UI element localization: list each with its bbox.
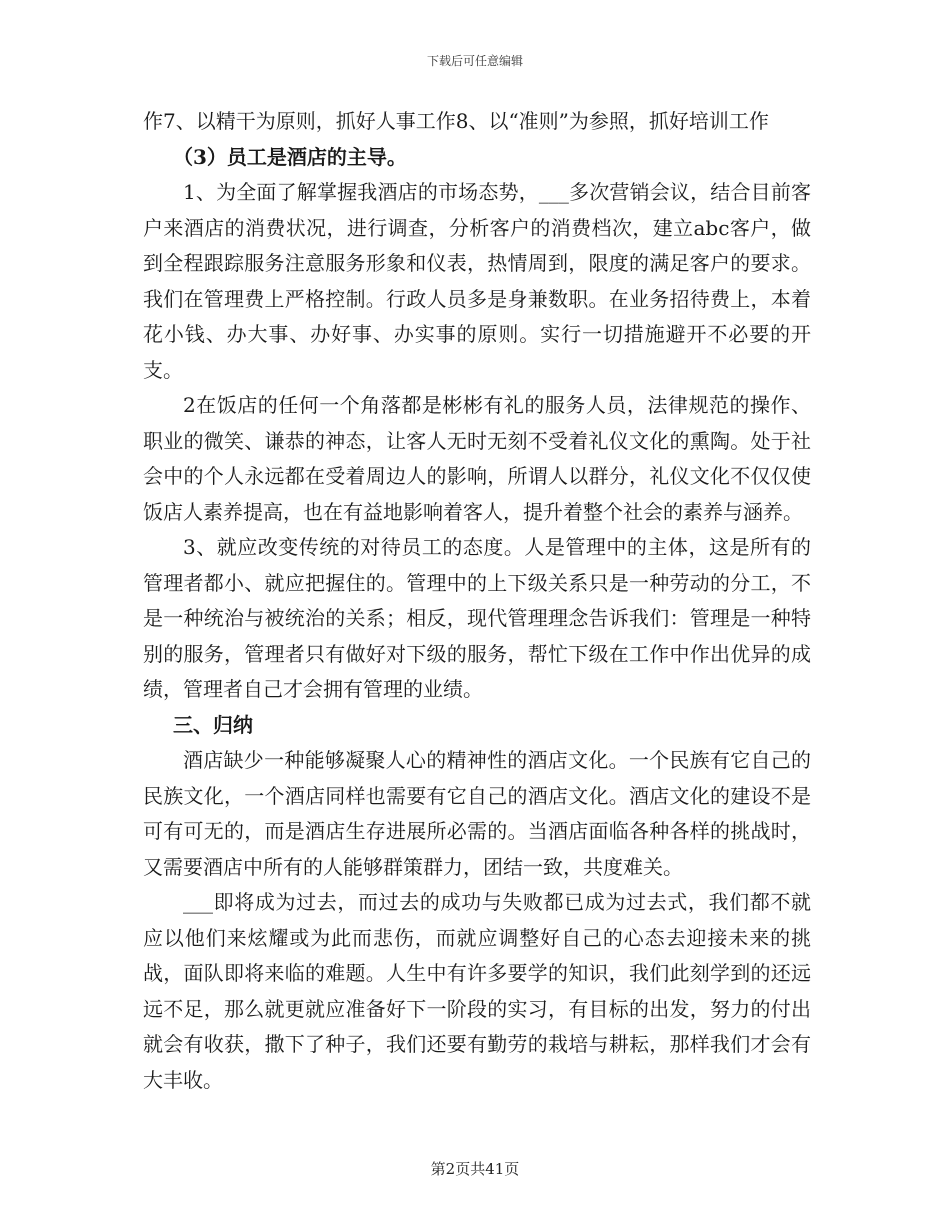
paragraph-hotel-culture: 酒店缺少一种能够凝聚人心的精神性的酒店文化。一个民族有它自己的民族文化，一个酒店同样也需要有它自己的酒店文化。酒店文化的建设不是可有可无的，而是酒店生存进展所必需的。当酒店面临各种各样的挑战时，又需要酒店中所有的人能够群策群力，团结一致，共度难关。 [143,748,811,879]
page-number: 第2页共41页 [430,1160,520,1178]
section-heading-staff: （3）员工是酒店的主导。 [173,144,407,169]
paragraph-future-outlook: ___即将成为过去，而过去的成功与失败都已成为过去式，我们都不就应以他们来炫耀或为此而悲伤，而就应调整好自己的心态去迎接未来的挑战，面队即将来临的难题。人生中有许多要学的知识，我们此刻学到的还远远不足，那么就更就应准备好下一阶段的实习，有目标的出发，努力的付出就会有收获，撒下了种子，我们还要有勤劳的栽培与耕耘，那样我们才会有大丰收。 [143,890,811,1092]
paragraph-continuation: 作7、以精干为原则，抓好人事工作8、以“准则”为参照，抓好培训工作 [143,109,769,133]
paragraph-etiquette-culture: 2在饭店的任何一个角落都是彬彬有礼的服务人员，法律规范的操作、职业的微笑、谦恭的神态，让客人无时无刻不受着礼仪文化的熏陶。处于社会中的个人永远都在受着周边人的影响，所谓人以群分，礼仪文化不仅仅使饭店人素养提高，也在有益地影响着客人，提升着整个社会的素养与涵养。 [143,393,811,524]
paragraph-market-survey: 1、为全面了解掌握我酒店的市场态势，___多次营销会议，结合目前客户来酒店的消费状况，进行调查，分析客户的消费档次，建立abc客户，做到全程跟踪服务注意服务形象和仪表，热情周到，限度的满足客户的要求。我们在管理费上严格控制。行政人员多是身兼数职。在业务招待费上，本着花小钱、办大事、办好事、办实事的原则。实行一切措施避开不必要的开支。 [143,180,811,382]
section-heading-summary: 三、归纳 [173,712,253,737]
page-header-note: 下载后可任意编辑 [426,54,523,68]
document-body [143,104,811,1098]
paragraph-staff-attitude: 3、就应改变传统的对待员工的态度。人是管理中的主体，这是所有的管理者都小、就应把握住的。管理中的上下级关系只是一种劳动的分工，不是一种统治与被统治的关系；相反，现代管理理念告诉我们：管理是一种特别的服务，管理者只有做好对下级的服务，帮忙下级在工作中作出优异的成绩，管理者自己才会拥有管理的业绩。 [143,535,811,701]
